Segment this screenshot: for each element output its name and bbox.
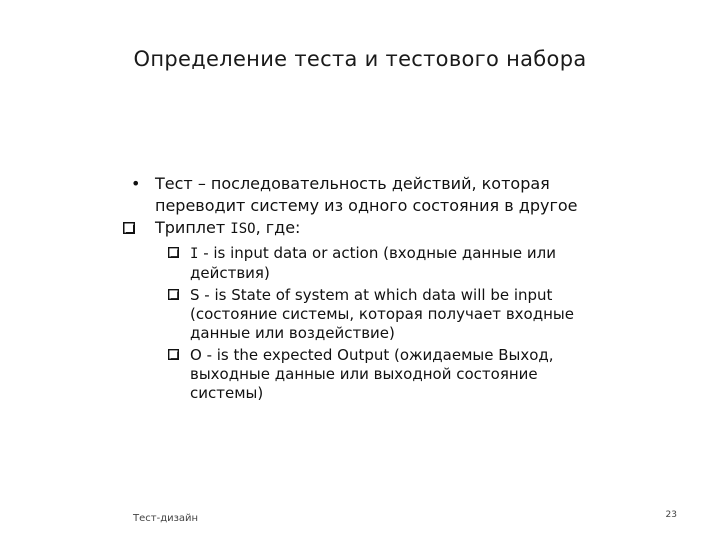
sub-item-line: выходные данные или выходной состояние: [190, 365, 538, 383]
bullet-line: Тест – последовательность действий, которая: [155, 174, 550, 193]
sub-item-line: [190, 286, 663, 305]
checkbox-bullet-icon: [168, 247, 179, 258]
sub-item-text: - is State of system at which data will be input: [199, 286, 553, 304]
bullet-dot: •: [131, 174, 141, 193]
bullet-item-iso-triplet: [123, 217, 663, 240]
bullet-line: переводит систему из одного состояния в другое: [155, 196, 578, 215]
checkbox-bullet-icon: [168, 289, 179, 300]
footer-label: Тест-дизайн: [133, 513, 199, 524]
checkbox-bullet-icon: [123, 222, 135, 234]
slide-title: Определение теста и тестового набора: [133, 47, 587, 71]
sub-item-text: - is the expected Output (ожидаемые Выход,: [201, 346, 554, 364]
bullet-line: [155, 217, 663, 240]
sub-item-input: [168, 244, 663, 283]
page-number: 23: [665, 510, 677, 520]
iso-term: ISO: [230, 221, 256, 237]
bullet-item-test-definition: [123, 173, 663, 217]
sub-item-output: [168, 346, 663, 403]
bullet-text: , где:: [255, 218, 301, 237]
sub-item-state: [168, 286, 663, 343]
bullet-text: Триплет: [155, 218, 231, 237]
sub-item-letter: S: [190, 286, 200, 304]
checkbox-bullet-icon: [168, 349, 179, 360]
sub-item-line: данные или воздействие): [190, 324, 395, 342]
sub-item-line: [190, 244, 663, 264]
sub-item-line: [190, 346, 663, 365]
sub-list: [168, 244, 663, 403]
sub-item-line: (состояние системы, которая получает входные: [190, 305, 574, 323]
sub-item-line: действия): [190, 264, 270, 282]
sub-item-letter: I: [190, 246, 199, 262]
sub-item-letter: O: [190, 346, 202, 364]
sub-item-text: - is input data or action (входные данные или: [198, 244, 556, 262]
slide-content: [123, 173, 663, 406]
sub-item-line: системы): [190, 384, 264, 402]
